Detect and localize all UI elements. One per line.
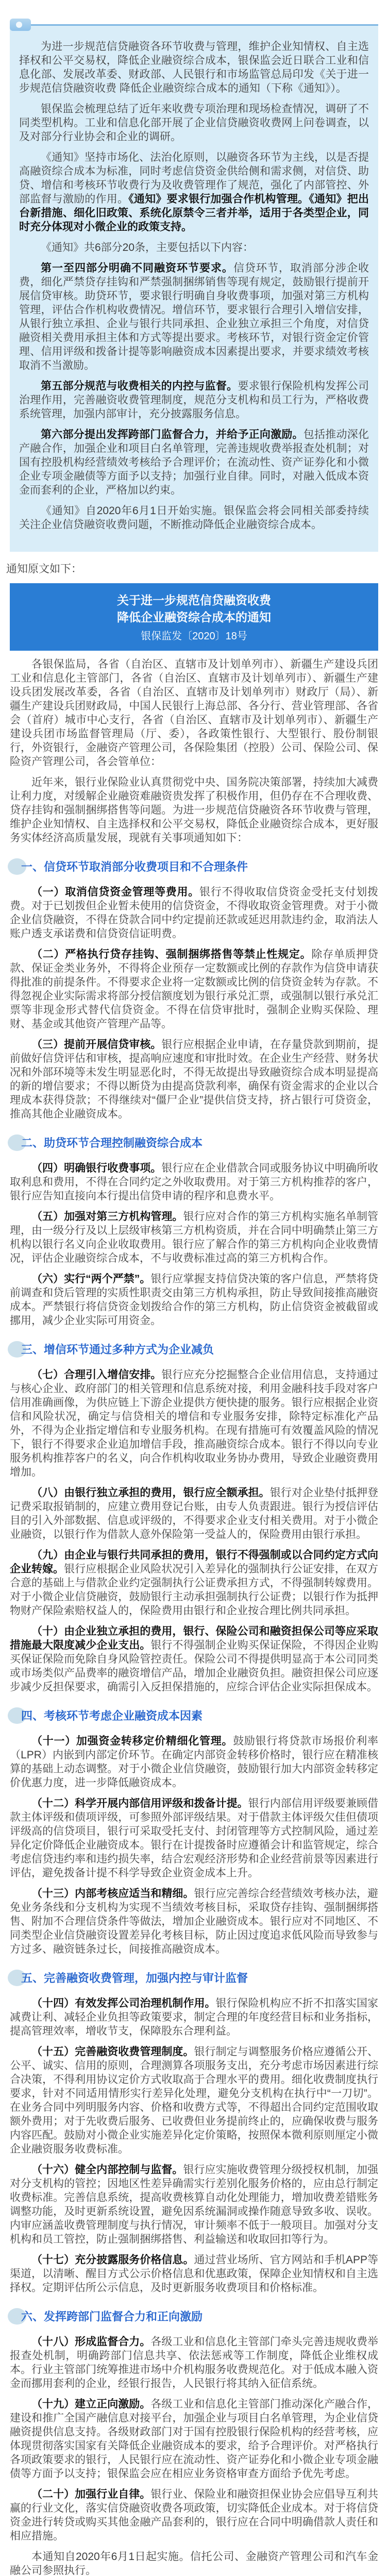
intro-paragraph: 第五部分规范与收费相关的内控与监督。要求银行保险机构发挥公司治理作用，完善融资收费管理制度，规范分支机构和员工行为，严格收费系统管理，加强内部审计，充分披露服务信息。 (19, 380, 369, 420)
body-paragraph: 本通知自2020年6月1日起实施。信托公司、金融资产管理公司和汽车金融公司参照执行。 (10, 2551, 378, 2576)
body-paragraph: （八）由银行独立承担的费用，银行应全额承担。银行对企业垫付抵押登记费采取报销制的，应建立费用登记台账，由专人负责跟进。银行为授信评估目的引入外部数据、信息或评级的，不得要求企业支付相关费用。对于小微企业融资，以银行作为借款人意外保险第一受益人的，保险费用由银行承担。 (10, 1487, 379, 1540)
intro-paragraph: 《通知》坚持市场化、法治化原则，以融资各环节为主线，以是否提高融资综合成本为标准，同时考虑信贷资金供给侧和需求侧，对信贷、助贷、增信和考核环节收费行为及收费管理作了规范，强化了内部管控、外部监督与激励的作用。《通知》要求银行加强合作机构管理。《通知》把出台新措施、细化旧政策、系统化原禁令三者并举，适用于各类型企业，同时充分体现对小微企业的政策支持。 (19, 151, 369, 233)
body-paragraph: （五）加强对第三方机构管理。银行应对合作的第三方机构实施名单制管理，由一级分行及以上层级审核第三方机构资质，并在合同中明确禁止第三方机构以银行名义向企业收取费用。银行应了解合作的第三方机构向企业收费情况，评估企业融资综合成本，不与收费标准过高的第三方机构合作。 (10, 1211, 378, 1264)
section-heading-label: 六、发挥跨部门监督合力和正向激励 (21, 2310, 203, 2323)
notice-title-line1: 关于进一步规范信贷融资收费 (117, 594, 271, 607)
tab-dot-icon (16, 22, 22, 28)
notice-body (10, 657, 378, 2576)
section-heading (10, 1971, 378, 1986)
section-heading-label: 四、考核环节考虑企业融资成本因素 (21, 1709, 203, 1722)
body-paragraph: （七）合理引入增信安排。银行应充分挖掘整合企业信用信息，支持通过与核心企业、政府部门的相关管理和信息系统对接，利用金融科技手段对客户信用准确画像，为供应链上下游企业提供方便快捷的服务。银行应根据企业资信和风险状况，确定与信贷相关的增信和专业服务安排，除特定标准化产品外，不得为企业指定增信和专业服务机构。在现有措施可有效覆盖风险的情况下，银行不得要求企业追加增信手段，推高融资综合成本。银行不得以向专业服务机构推荐客户的名义，向合作机构收取业务协办费用，导致企业融资费用增加。 (10, 1369, 379, 1478)
body-paragraph: （十三）内部考核应适当和精细。银行应完善综合经营绩效考核办法，避免业务条线和分支机构为实现不当绩效考核目标，采取贷存挂钩、强制捆绑搭售、附加不合理信贷条件等做法，增加企业融资成本。银行应对不同地区、不同类型企业信贷融资设置差异化考核目标，防止因过度追求低风险而导致参与方过多、融资链条过长，间接推高融资成本。 (10, 1888, 378, 1955)
intro-paragraph: 第六部分提出发挥跨部门监督合力，并给予正向激励。包括推动深化产融合作，加强企业和项目白名单管理，完善违规收费举报查处机制；对国有控股机构经营绩效考核给予合理评价；在流动性、资产证券化和小微企业专项金融债等方面予以支持；加强行业自律。同时，对融入低成本资金而套利的企业，严格加以约束。 (19, 429, 369, 496)
notice-header-box (10, 583, 378, 651)
body-paragraph: （十七）充分披露服务价格信息。通过营业场所、官方网站和手机APP等渠道，以清晰、醒目方式公示价格信息和优惠政策，保障企业知情权和自主选择权。定期评估所公示信息，及时更新服务收费项目和价格标准。 (10, 2254, 378, 2294)
intro-paragraph: 为进一步规范信贷融资各环节收费与管理，维护企业知情权、自主选择权和公平交易权，降低企业融资综合成本，银保监会近日联合工业和信息化部、发展改革委、财政部、人民银行和市场监管总局印发《关于进一步规范信贷融资收费 降低企业融资综合成本的通知（下称《通知》）。 (19, 41, 369, 94)
intro-paragraph: 《通知》自2020年6月1日开始实施。银保监会将会同相关部委持续关注企业信贷融资收费问题，不断推动降低企业融资综合成本。 (19, 505, 369, 531)
body-paragraph: （十）由企业独立承担的费用，银行、保险公司和融资担保公司等应采取措施最大限度减少企业支出。银行不得强制企业购买保证保险，不得因企业购买保证保险而免除自身风险管控责任。保险公司不得提供明显高于本公司同类或市场类似产品费率的融资增信产品，增加企业融资负担。融资担保公司应逐步减少反担保要求，确需引入反担保措施的，应综合评估企业实际担保成本。 (10, 1625, 379, 1693)
body-paragraph: （六）实行“两个严禁”。银行应掌握支持信贷决策的客户信息，严禁将贷前调查和贷后管理的实质性职责交由第三方机构承担，防止导致间接推高融资成本。严禁银行将信贷资金划拨给合作的第三方机构，防止信贷资金被截留或挪用，减少企业实际可用资金。 (10, 1273, 378, 1327)
body-paragraph: （二十）加强行业自律。银行业、保险业和融资担保业协会应倡导互利共赢的行业文化，落实信贷融资收费各项政策，切实降低企业成本。对于将信贷资金进行转贷或购买其他金融产品套利的，银行应在合同中明确借款人责任和相应措施。 (10, 2488, 379, 2542)
section-heading (10, 1708, 378, 1724)
section-heading (10, 859, 378, 875)
body-paragraph: （十二）科学开展内部信用评级和拨备计提。银行内部信用评级要兼顾借款主体评级和债项评级，可参照外部评级结果。对于借款主体评级欠佳但债项评级高的信贷项目，银行可采取受托支付、封闭管理等方式控制风险，通过差异化定价降低企业融资成本。银行在计提拨备时应遵循会计和监管规定，综合考虑信贷违约率和违约损失率，结合宏观经济形势和企业经营前景等因素进行评估，避免拨备计提不科学导致企业资金成本上升。 (10, 1798, 379, 1879)
section-heading-label: 三、增信环节通过多种方式为企业减负 (21, 1343, 214, 1356)
section-heading-label: 二、助贷环节合理控制融资综合成本 (21, 1137, 203, 1149)
intro-summary-box (10, 24, 378, 552)
body-paragraph: （一）取消信贷资金管理等费用。银行不得收取信贷资金受托支付划拨费。对于已划拨但企业暂未使用的信贷资金，不得收取资金管理费。对于小微企业信贷融资，不得在贷款合同中约定提前还款或延迟用款违约金，取消法人账户透支承诺费和信贷资信证明费。 (10, 886, 378, 940)
body-paragraph: 各银保监局，各省（自治区、直辖市及计划单列市）、新疆生产建设兵团工业和信息化主管部门，各省（自治区、直辖市及计划单列市）、新疆生产建设兵团发展改革委，各省（自治区、直辖市及计划单列市）财政厅（局）、新疆生产建设兵团财政局，中国人民银行上海总部、各分行、营业管理部、各省会（首府）城市中心支行，各省（自治区、直辖市及计划单列市）、新疆生产建设兵团市场监督管理局（厅、委），各政策性银行、大型银行、股份制银行，外资银行，金融资产管理公司，各保险集团（控股）公司、保险公司、保险资产管理公司，各会管单位： (10, 658, 378, 768)
body-paragraph: （四）明确银行收费事项。银行应在企业借款合同或服务协议中明确所收取利息和费用，不得在合同约定之外收取费用。对于第三方机构推荐的客户，银行应告知直接向本行提出信贷申请的程序和息费水平。 (10, 1162, 379, 1202)
section-heading (10, 2309, 378, 2325)
body-paragraph: （十四）有效发挥公司治理机制作用。银行保险机构应不折不扣落实国家减费让利、减轻企业负担等政策要求，制定合理的年度经营目标和业务指标，提高管理效率，增收节支，保障股东合理利益。 (10, 1997, 378, 2037)
body-paragraph: 近年来，银行业保险业认真贯彻党中央、国务院决策部署，持续加大减费让利力度，对缓解企业融资难融资贵发挥了积极作用，但仍存在不合理收费、贷存挂钩和强制捆绑搭售等问题。为进一步规范信贷融资各环节收费与管理，维护企业知情权、自主选择权和公平交易权，降低企业融资综合成本，更好服务实体经济高质量发展，现就有关事项通知如下： (10, 776, 378, 844)
body-paragraph: （十六）健全内部控制与监督。银行应实施收费管理分级授权机制，加强对分支机构的管控；因地区性差异确需实行差别化服务价格的，应由总行制定收费标准。完善信息系统，提高收费核算自动化处理能力，增加收费差错账务调整功能，及时更新系统设置，避免因系统漏洞或操作随意导致多收、误收。内审应涵盖收费管理制度与执行情况，审计频率不低于一般项目。加强对分支机构和员工管控，防止强制捆绑搭售、利益输送和收取回扣等行为。 (10, 2164, 378, 2245)
body-paragraph: （十一）加强资金转移定价精细化管理。鼓励银行将贷款市场报价利率（LPR）内嵌到内部定价环节。在确定内部资金转移价格时，银行应在精准核算的基础上动态调整。对于小微企业信贷融资，鼓励银行加大内部资金转移定价优惠力度，进一步降低融资成本。 (10, 1735, 379, 1789)
body-paragraph: （十八）形成监督合力。各级工业和信息化主管部门牵头完善违规收费举报查处机制，明确跨部门信息共享、依法惩戒等工作制度，降低企业维权成本。行业主管部门统筹推进市场中介机构服务收费规范化。对于低成本融入资金而挪用套利的企业，经银行报告，人民银行将其纳入征信系统。 (10, 2336, 379, 2389)
section-heading (10, 1136, 378, 1151)
body-paragraph: （九）由企业与银行共同承担的费用，银行不得强制或以合同约定方式向企业转嫁。银行应根据企业风险状况引入差异化的强制执行公证安排，在双方合意的基础上与借款企业约定强制执行公证费承担方式，不得强制转嫁费用。对于小微企业信贷融资，鼓励银行主动承担强制执行公证费；以银行作为抵押物财产保险索赔权益人的，保险费用由银行和企业按合理比例共同承担。 (10, 1549, 379, 1617)
intro-paragraph: 银保监会梳理总结了近年来收费专项治理和现场检查情况，调研了不同类型机构。工业和信息化部开展了企业信贷融资收费网上问卷调查，以及对部分行业协会和企业的调研。 (19, 103, 369, 143)
section-heading-label: 五、完善融资收费管理，加强内控与审计监督 (21, 1972, 248, 1985)
intro-paragraphs (19, 40, 369, 532)
section-heading-label: 一、信贷环节取消部分收费项目和不合理条件 (21, 860, 248, 873)
section-heading (10, 1342, 378, 1358)
bookmark-tab-icon (10, 19, 31, 31)
body-paragraph: （十九）建立正向激励。各级工业和信息化主管部门推动深化产融合作，建设和推广全国产融信息对接平台，加强企业与项目白名单管理，为企业信贷融资提供信息支持。各级财政部门对于国有控股银行保险机构的经营考核，应体现贯彻落实国家有关降低企业融资成本的要求，给予合理评价。对严格执行各项政策要求的银行，人民银行应在流动性、资产证券化和小微企业专项金融债等方面予以支持；银保监会应在相应业务资格审查方面给予优先考虑。 (10, 2398, 379, 2480)
notice-doc-number: 银保监发〔2020〕18号 (141, 631, 247, 642)
notice-title-line2: 降低企业融资综合成本的通知 (117, 611, 271, 624)
intro-paragraph: 《通知》共6部分20条，主要包括以下内容： (41, 242, 254, 253)
body-paragraph: （二）严格执行贷存挂钩、强制捆绑搭售等禁止性规定。除存单质押贷款、保证金类业务外，不得将企业预存一定数额或比例的存款作为信贷申请获得批准的前提条件。不得要求企业将一定数额或比例的信贷资金转为存款。不得忽视企业实际需求将部分授信额度划为银行承兑汇票，或强制以银行承兑汇票等非现金形式替代信贷资金。不得在信贷审批时，强制企业购买保险、理财、基金或其他资产管理产品等。 (10, 948, 379, 1030)
body-paragraph: （三）提前开展信贷审核。银行应根据企业申请，在存量贷款到期前，提前做好信贷评估和审核，提高响应速度和审批时效。在企业生产经营、财务状况和外部环境等未发生明显恶化时，不得无故提出导致融资综合成本明显提高的新的增信要求；不得以断贷为由提高贷款利率，确保有资金需求的企业以合理成本获得贷款；不得继续对“僵尸企业”提供信贷支持，挤占银行可贷资金，推高其他企业融资成本。 (10, 1039, 379, 1120)
intro-paragraph: 第一至四部分明确不同融资环节要求。信贷环节，取消部分涉企收费，细化严禁贷存挂钩和严禁强制捆绑销售等现有规定，鼓励银行提前开展信贷审核。助贷环节，要求银行明确自身收费事项，加强对第三方机构管理，评估合作机构收费情况。增信环节，要求银行合理引入增信安排，从银行独立承担、企业与银行共同承担、企业独立承担三个角度，对信贷融资相关费用承担主体和方式等提出要求。考核环节，对银行资金定价管理、信用评级和拨备计提等影响融资成本因素提出要求，并要求绩效考核取消不当激励。 (19, 262, 369, 371)
origin-label: 通知原文如下： (6, 563, 82, 575)
body-paragraph: （十五）完善融资收费管理制度。银行制定与调整服务价格应遵循公开、公平、诚实、信用的原则，合理测算各项服务支出，充分考虑市场因素进行综合决策，不得利用协议定价方式收取高于合理水平的费用。细化收费制度执行要求，针对不同适用情形实行差异化处理，避免分支机构在执行中“一刀切”。在业务合同中列明服务内容、价格和收费方式等，不得超出合同约定范围收取额外费用；对于先收费后服务、已收费但业务提前终止的，应确保收费与服务内容匹配。鼓励对小微企业实施差异化定价策略，按照保本微利原则厘定小微企业融资服务收费标准。 (10, 2046, 378, 2155)
